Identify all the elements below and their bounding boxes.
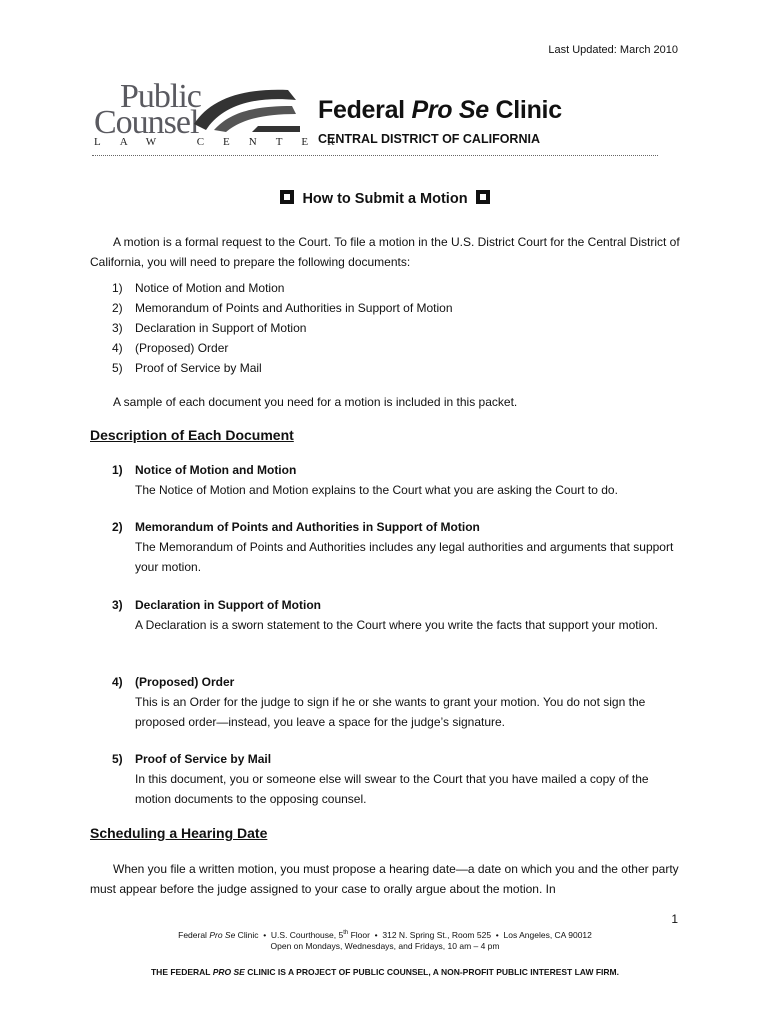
logo-word-public: Public	[120, 78, 201, 115]
clinic-title: Federal Pro Se Clinic	[318, 96, 562, 124]
header-divider	[92, 155, 658, 156]
description-item: 3) Declaration in Support of Motion A Declaration is a sworn statement to the Court where you write the facts that support your motion.	[112, 595, 682, 635]
footer-hours: Open on Mondays, Wednesdays, and Fridays, 10 am – 4 pm	[270, 941, 500, 951]
document-list	[112, 278, 453, 378]
district-subtitle: CENTRAL DISTRICT OF CALIFORNIA	[318, 132, 540, 146]
list-item: 1) Notice of Motion and Motion	[112, 281, 285, 295]
description-title: (Proposed) Order	[135, 675, 235, 689]
description-text: In this document, you or someone else will swear to the Court that you have mailed a copy of the motion documents to the opposing counsel.	[135, 772, 649, 806]
description-item: 4) (Proposed) Order This is an Order for the judge to sign if he or she wants to grant your motion. You do not sign the proposed order—instead, you leave a space for the judge’s signature.	[112, 672, 682, 732]
bullet-box-icon	[476, 190, 490, 204]
logo-swoosh-icon	[192, 86, 300, 134]
page-number: 1	[671, 912, 678, 926]
description-text: A Declaration is a sworn statement to the Court where you write the facts that support your motion.	[135, 618, 658, 632]
bullet-box-icon	[280, 190, 294, 204]
list-item: 5) Proof of Service by Mail	[112, 361, 262, 375]
description-text: The Notice of Motion and Motion explains to the Court what you are asking the Court to do.	[135, 483, 618, 497]
description-text: The Memorandum of Points and Authorities includes any legal authorities and arguments that support your motion.	[135, 540, 674, 574]
sample-note: A sample of each document you need for a motion is included in this packet.	[113, 395, 518, 409]
description-title: Proof of Service by Mail	[135, 752, 272, 766]
description-title: Notice of Motion and Motion	[135, 463, 297, 477]
logo-word-counsel: Counsel	[94, 104, 199, 141]
description-text: This is an Order for the judge to sign if he or she wants to grant your motion. You do not sign the proposed order—instead, you leave a space for the judge’s signature.	[135, 695, 646, 729]
last-updated: Last Updated: March 2010	[548, 44, 678, 56]
scheduling-heading: Scheduling a Hearing Date	[90, 825, 268, 841]
intro-paragraph: A motion is a formal request to the Court. To file a motion in the U.S. District Court for the Central District of California, you will need to prepare the following documents:	[90, 235, 680, 269]
list-item: 3) Declaration in Support of Motion	[112, 321, 307, 335]
footer-address: Federal Pro Se Clinic • U.S. Courthouse, 5th Floor • 312 N. Spring St., Room 525 • Los Angeles, CA 90012	[178, 929, 592, 940]
scheduling-paragraph: When you file a written motion, you must propose a hearing date—a date on which you and the other party must appear before the judge assigned to your case to orally argue about the motion. In	[90, 862, 679, 896]
footer-project-note: THE FEDERAL PRO SE CLINIC IS A PROJECT OF PUBLIC COUNSEL, A NON-PROFIT PUBLIC INTEREST LAW FIRM.	[150, 967, 619, 977]
list-item: 4) (Proposed) Order	[112, 341, 229, 355]
logo-law-center: LAW CENTER	[94, 136, 354, 148]
description-title: Memorandum of Points and Authorities in Support of Motion	[135, 520, 480, 534]
description-item: 2) Memorandum of Points and Authorities in Support of Motion The Memorandum of Points and Authorities includes any legal authorities and arguments that support your motion.	[112, 517, 682, 577]
description-heading: Description of Each Document	[90, 427, 294, 443]
description-title: Declaration in Support of Motion	[135, 598, 321, 612]
description-item: 1) Notice of Motion and Motion The Notice of Motion and Motion explains to the Court what you are asking the Court to do.	[112, 460, 682, 500]
description-item: 5) Proof of Service by Mail In this document, you or someone else will swear to the Court that you have mailed a copy of the motion documents to the opposing counsel.	[112, 749, 682, 809]
public-counsel-logo	[92, 76, 354, 154]
section-heading: How to Submit a Motion	[0, 190, 770, 207]
list-item: 2) Memorandum of Points and Authorities in Support of Motion	[112, 301, 453, 315]
